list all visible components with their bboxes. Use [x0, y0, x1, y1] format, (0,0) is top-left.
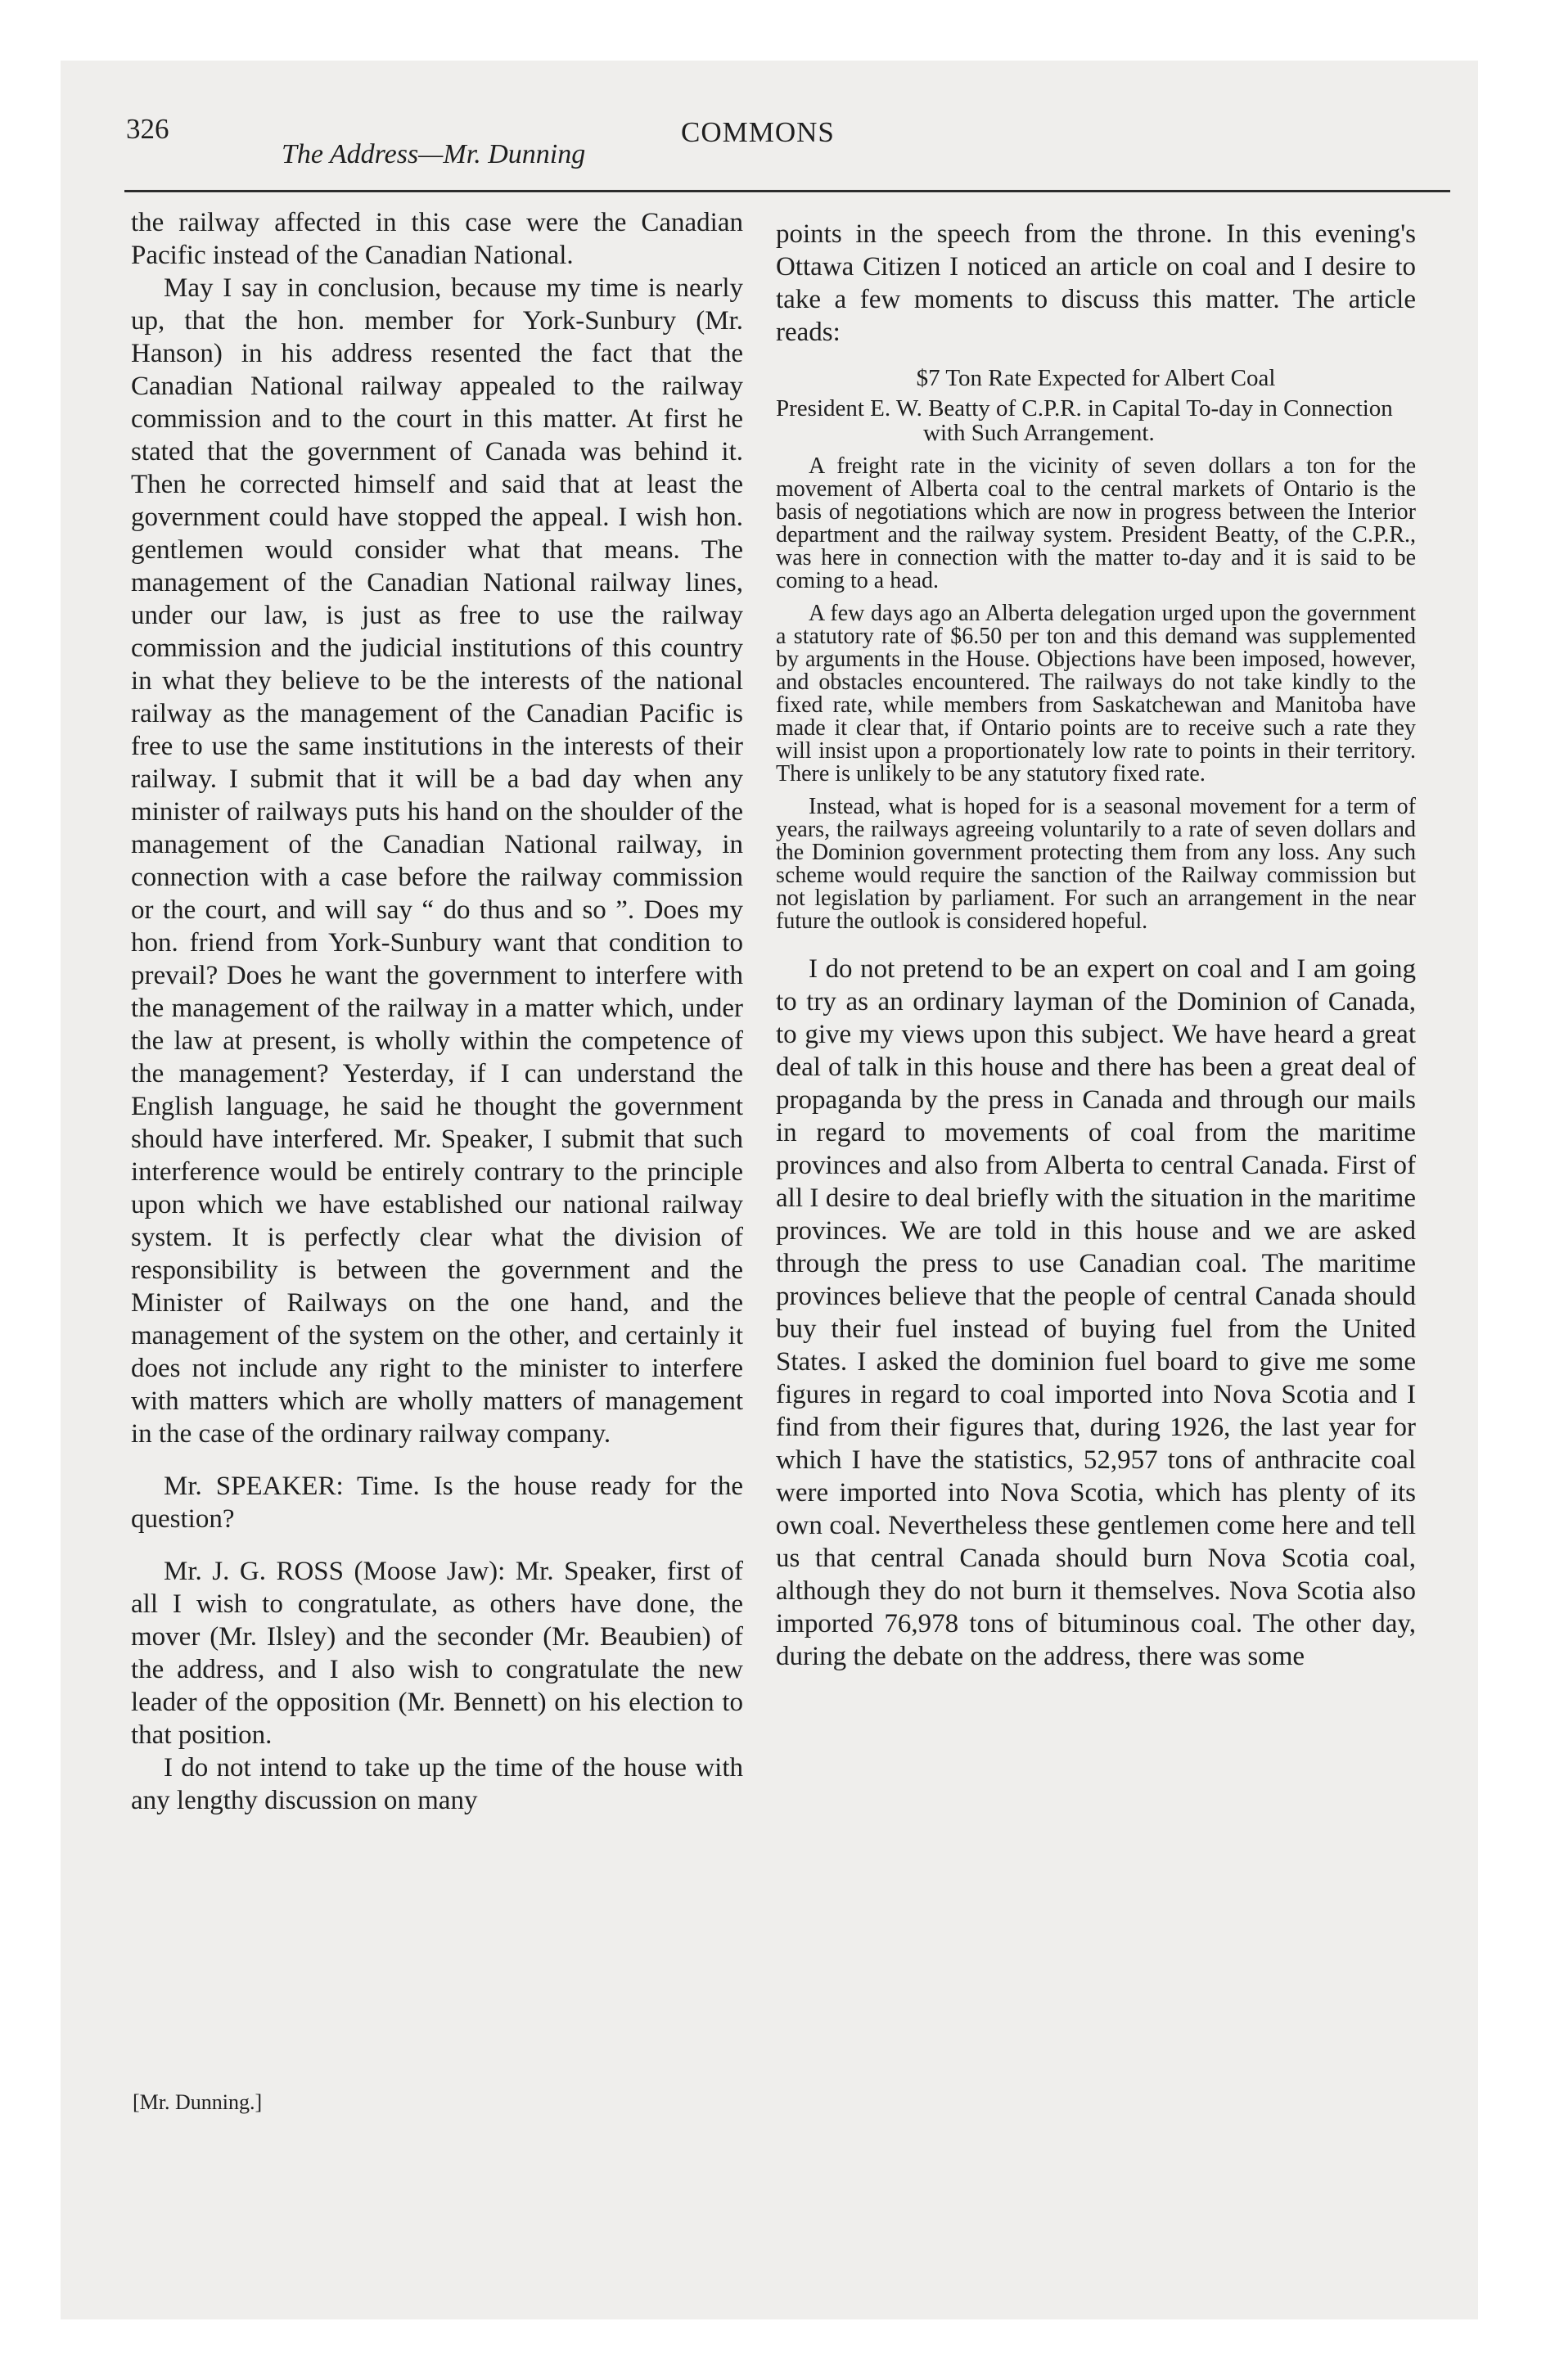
running-title: COMMONS: [681, 116, 835, 148]
right-column: [776, 218, 1416, 1673]
quote-headline: $7 Ton Rate Expected for Albert Coal: [916, 365, 1276, 391]
page-number: 326: [126, 113, 169, 145]
quote-paragraph: A freight rate in the vicinity of seven dollars a ton for the movement of Alberta coal to the central markets of Ontario is the basis of negotiations which are now in progress between the Interior department and the railway system. President Beatty, of the C.P.R., was here in connection with the matter to-day and it is said to be coming to a head.: [776, 453, 1416, 593]
paragraph: May I say in conclusion, because my time is nearly up, that the hon. member for York-Sunbury (Mr. Hanson) in his address resented the fact that the Canadian National railway appealed to the railway commission and to the court in this matter. At first he stated that the government of Canada was behind it. Then he corrected himself and said that at least the government could have stopped the appeal. I wish hon. gentlemen would consider what that means. The management of the Canadian National railway lines, under our law, is just as free to use the railway commission and the judicial institutions of this country in what they believe to be the interests of the national railway as the management of the Canadian Pacific is free to use the same institutions in the interests of their railway. I submit that it will be a bad day when any minister of railways puts his hand on the shoulder of the management of the Canadian National railway, in connection with a case before the railway commission or the court, and will say “ do thus and so ”. Does my hon. friend from York-Sunbury want that condition to prevail? Does he want the government to interfere with the management of the railway in a matter which, under the law at present, is wholly within the competence of the management? Yesterday, if I can understand the English language, he said he thought the government should have interfered. Mr. Speaker, I submit that such interference would be entirely contrary to the principle upon which we have established our national railway system. It is perfectly clear what the division of responsibility is between the government and the Minister of Railways on the one hand, and the management of the system on the other, and certainly it does not include any right to the minister to interfere with matters which are wholly matters of management in the case of the ordinary railway company.: [131, 273, 743, 1449]
paragraph: points in the speech from the throne. In this evening's Ottawa Citizen I noticed an article on coal and I desire to take a few moments to discuss this matter. The article reads:: [776, 219, 1416, 347]
left-column: [131, 206, 743, 1817]
quote-paragraph: A few days ago an Alberta delegation urged upon the government a statutory rate of $6.50 per ton and this demand was supplemented by arguments in the House. Objections have been imposed, however, and obstacles encountered. The railways do not take kindly to the fixed rate, while members from Saskatchewan and Manitoba have made it clear that, if Ontario points are to receive such a rate they will insist upon a proportionately low rate to points in their territory. There is unlikely to be any statutory fixed rate.: [776, 601, 1416, 787]
paragraph: Mr. J. G. ROSS (Moose Jaw): Mr. Speaker, first of all I wish to congratulate, as others have done, the mover (Mr. Ilsley) and the seconder (Mr. Beaubien) of the address, and I also wish to congratulate the new leader of the opposition (Mr. Bennett) on his election to that position.: [131, 1557, 743, 1750]
quoted-article: [776, 365, 1416, 933]
paragraph: I do not intend to take up the time of the house with any lengthy discussion on many: [131, 1753, 743, 1815]
paragraph: I do not pretend to be an expert on coal and I am going to try as an ordinary layman of the Dominion of Canada, to give my views upon this subject. We have heard a great deal of talk in this house and there has been a great deal of propaganda by the press in Canada and through our mails in regard to movements of coal from the maritime provinces and also from Alberta to central Canada. First of all I desire to deal briefly with the situation in the maritime provinces. We are told in this house and we are asked through the press to use Canadian coal. The maritime provinces believe that the people of central Canada should buy their fuel instead of buying fuel from the United States. I asked the dominion fuel board to give me some figures in regard to coal imported into Nova Scotia and I find from their figures that, during 1926, the last year for which I have the statistics, 52,957 tons of anthracite coal were imported into Nova Scotia, which has plenty of its own coal. Nevertheless these gentlemen come here and tell us that central Canada should burn Nova Scotia coal, although they do not burn it themselves. Nova Scotia also imported 76,978 tons of bituminous coal. The other day, during the debate on the address, there was some: [776, 954, 1416, 1671]
running-subtitle: The Address—Mr. Dunning: [282, 139, 586, 169]
paragraph: the railway affected in this case were the Canadian Pacific instead of the Canadian National.: [131, 208, 743, 270]
header-rule: [124, 190, 1450, 192]
quote-subhead: President E. W. Beatty of C.P.R. in Capital To-day in Connection with Such Arrangement.: [776, 395, 1393, 446]
footer-note: [Mr. Dunning.]: [133, 2090, 263, 2114]
paragraph: Mr. SPEAKER: Time. Is the house ready for the question?: [131, 1472, 743, 1534]
quote-paragraph: Instead, what is hoped for is a seasonal movement for a term of years, the railways agreeing voluntarily to a rate of seven dollars and the Dominion government protecting them from any loss. Any such scheme would require the sanction of the Railway commission but not legislation by parliament. For such an arrangement in the near future the outlook is considered hopeful.: [776, 794, 1416, 934]
